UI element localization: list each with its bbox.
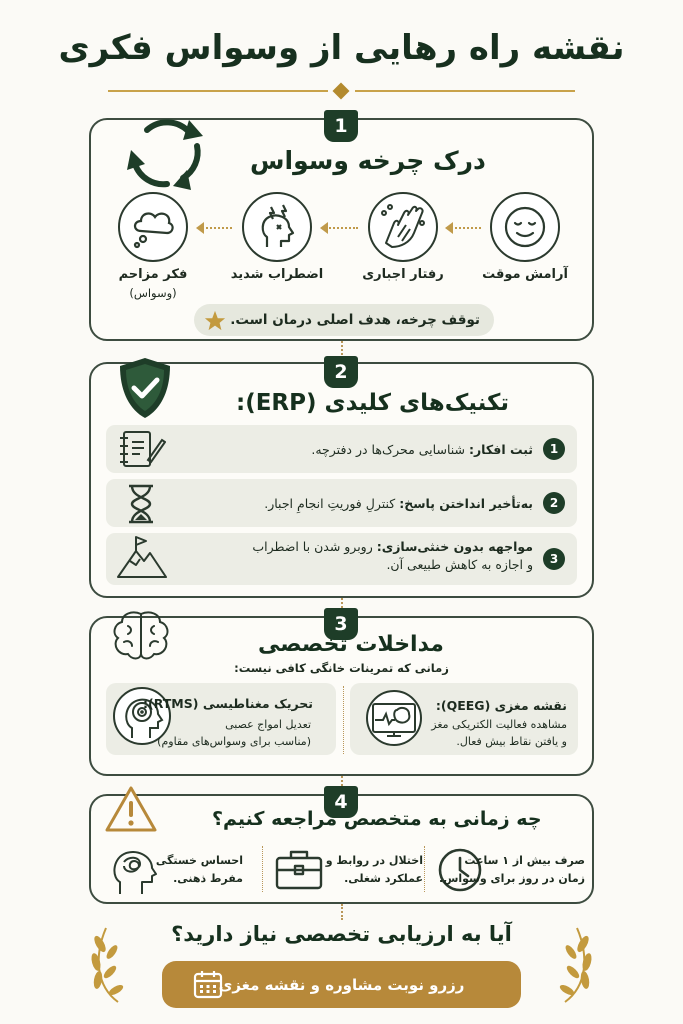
sign-separator-1 [424,846,425,892]
hand-washing-icon [368,192,438,262]
erp-head-2: به‌تأخیر انداختن پاسخ: [399,496,533,511]
calendar-icon [192,968,224,1000]
erp-head-1: ثبت افکار: [468,442,533,457]
qeeg-line2: و یافتن نقاط بیش فعال. [456,735,567,749]
flow-arrow-2 [326,227,358,229]
step3-badge: 3 [324,608,358,640]
sign-fatigue-line2: مفرط ذهنی. [173,871,243,885]
stressed-head-icon [242,192,312,262]
title-divider-left [108,90,328,92]
step4-badge: 4 [324,786,358,818]
step2-title: تکنیک‌های کلیدی (ERP): [236,390,510,416]
flow-arrow-3 [451,227,481,229]
erp-text-2 [264,495,533,513]
arrow-head-3 [445,222,453,234]
stage-thought-sub: (وسواس) [129,285,177,300]
arrow-head-2 [320,222,328,234]
page-title: نقشه راه رهایی از وسواس فکری [58,28,625,68]
mountain-flag-icon [116,535,168,579]
sign-time-line1: صرف بیش از ۱ ساعت [464,854,585,867]
briefcase-icon [274,846,324,892]
sign-time-line2: زمان در روز برای وسواس. [439,871,585,885]
step4-title: چه زمانی به متخصص مراجعه کنیم؟ [212,808,542,830]
book-appointment-label: رزرو نوبت مشاوره و نقشه مغزی [218,975,465,994]
rtms-title: تحریک مغناطیسی (RTMS): [143,696,313,711]
step1-note [194,304,494,336]
step3-title: مداخلات تخصصی [258,632,444,657]
brain-monitor-icon [363,690,425,746]
rtms-desc [157,716,311,750]
star-icon [204,310,226,332]
erp-text-1 [311,441,533,459]
panel-separator [343,686,344,754]
step1-badge: 1 [324,110,358,142]
stage-thought-label [98,266,208,302]
thought-cloud-icon [118,192,188,262]
erp-desc-2: کنترلِ فوریتِ انجامِ اجبار. [264,496,396,511]
erp-num-1: 1 [543,438,565,460]
stage-anxiety-label: اضطراب شدید [230,267,324,282]
flow-arrow-1 [202,227,232,229]
erp-desc-3a: روبرو شدن با اضطراب [252,539,373,554]
step1-note-text: توقف چرخه، هدف اصلی درمان است. [230,312,480,328]
shield-check-icon [116,356,174,420]
stage-thought-title: فکر مزاحم [118,267,188,282]
sign-work-line2: عملکرد شغلی. [344,871,423,885]
tangled-head-icon [106,842,160,896]
sign-work-line1: اختلال در روابط و [325,854,423,867]
qeeg-title: نقشه مغزی (QEEG): [435,698,567,713]
sign-separator-2 [262,846,263,892]
qeeg-desc [431,716,567,750]
sign-fatigue-line1: احساس خستگی [155,854,243,867]
title-diamond [333,83,350,100]
erp-head-3: مواجهه بدون خنثی‌سازی: [376,539,533,554]
rtms-line1: تعدیل امواج عصبی [225,718,311,731]
notebook-pen-icon [118,428,166,470]
cycle-arrows-icon [117,112,213,192]
erp-num-3: 3 [543,548,565,570]
step2-badge: 2 [324,356,358,388]
title-divider-right [355,90,575,92]
step3-subtitle: زمانی که تمرینات خانگی کافی نیست: [234,661,449,675]
sign-work [326,852,423,887]
connector-4-cta [341,904,343,920]
hourglass-icon [126,484,156,524]
erp-text-3 [252,538,533,573]
warning-icon [104,785,158,833]
erp-desc-3b: و اجازه به کاهش طبیعی آن. [386,556,533,572]
brain-icon [110,610,172,662]
sign-time [439,852,585,887]
step1-title: درک چرخه وسواس [250,146,486,175]
rtms-line2: (مناسب برای وسواس‌های مقاوم) [157,735,311,749]
erp-desc-1: شناسایی محرک‌ها در دفترچه. [311,442,465,457]
cta-question: آیا به ارزیابی تخصصی نیاز دارید؟ [171,922,512,946]
stage-relief-label: آرامش موقت [482,267,568,282]
sign-fatigue [156,852,243,887]
calm-face-icon [490,192,560,262]
stage-compulsion-label: رفتار اجباری [362,267,444,282]
erp-num-2: 2 [543,492,565,514]
qeeg-line1: مشاهده فعالیت الکتریکی مغز [431,718,567,731]
arrow-head-1 [196,222,204,234]
